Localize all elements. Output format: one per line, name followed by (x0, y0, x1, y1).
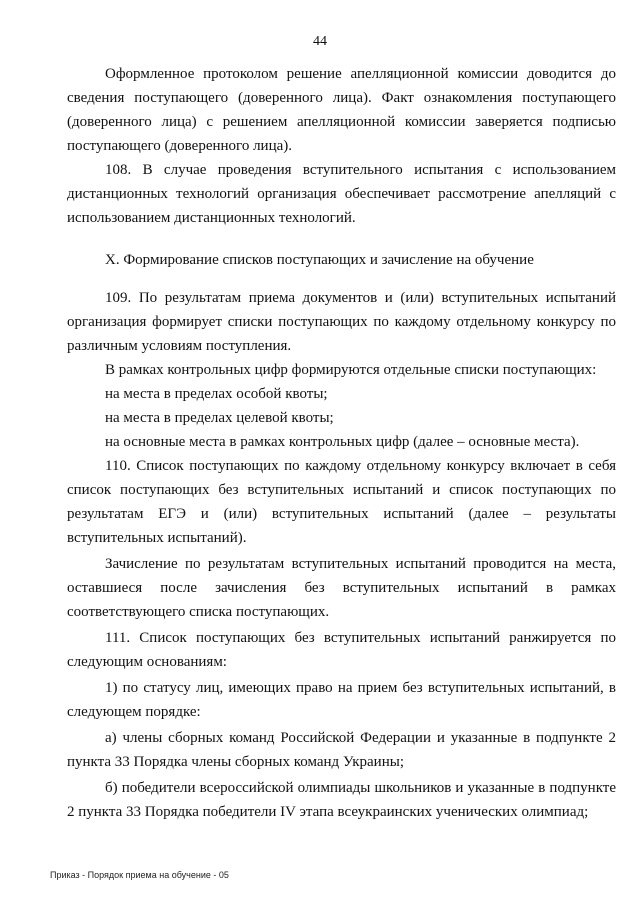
document-body (67, 62, 616, 824)
paragraph: 111. Список поступающих без вступительных испытаний ранжируется по следующим основаниям: (67, 630, 616, 670)
list-item: а) члены сборных команд Российской Федерации и указанные в подпункте 2 пункта 33 Порядка члены сборных команд Украины; (67, 730, 616, 770)
page-number: 44 (313, 34, 327, 49)
list-item: 1) по статусу лиц, имеющих право на прием без вступительных испытаний, в следующем порядке: (67, 680, 616, 720)
list-item: на основные места в рамках контрольных цифр (далее – основные места). (105, 434, 580, 450)
paragraph: 110. Список поступающих по каждому отдельному конкурсу включает в себя список поступающих без вступительных испытаний и список поступающих по результатам ЕГЭ и (или) вступительных испытаний (далее – результаты вступительных испытаний). (67, 458, 616, 546)
list-item: б) победители всероссийской олимпиады школьников и указанные в подпункте 2 пункта 33 Порядка победители IV этапа всеукраинских ученических олимпиад; (67, 780, 616, 820)
footer-text: Приказ - Порядок приема на обучение - 05 (50, 870, 229, 880)
paragraph: Зачисление по результатам вступительных испытаний проводится на места, оставшиеся после зачисления без вступительных испытаний в рамках соответствующего списка поступающих. (67, 556, 616, 620)
section-heading: X. Формирование списков поступающих и зачисление на обучение (105, 252, 534, 268)
list-item: на места в пределах особой квоты; (105, 386, 328, 402)
paragraph: 108. В случае проведения вступительного испытания с использованием дистанционных технологий организация обеспечивает рассмотрение апелляций с использованием дистанционных технологий. (67, 162, 616, 226)
paragraph: В рамках контрольных цифр формируются отдельные списки поступающих: (105, 362, 597, 378)
list-item: на места в пределах целевой квоты; (105, 410, 334, 426)
paragraph: 109. По результатам приема документов и (или) вступительных испытаний организация формирует списки поступающих по каждому отдельному конкурсу по различным условиям поступления. (67, 290, 616, 354)
paragraph: Оформленное протоколом решение апелляционной комиссии доводится до сведения поступающего (доверенного лица). Факт ознакомления поступающего (доверенного лица) с решением апелляционной комиссии заверяется подписью поступающего (доверенного лица). (67, 66, 616, 154)
